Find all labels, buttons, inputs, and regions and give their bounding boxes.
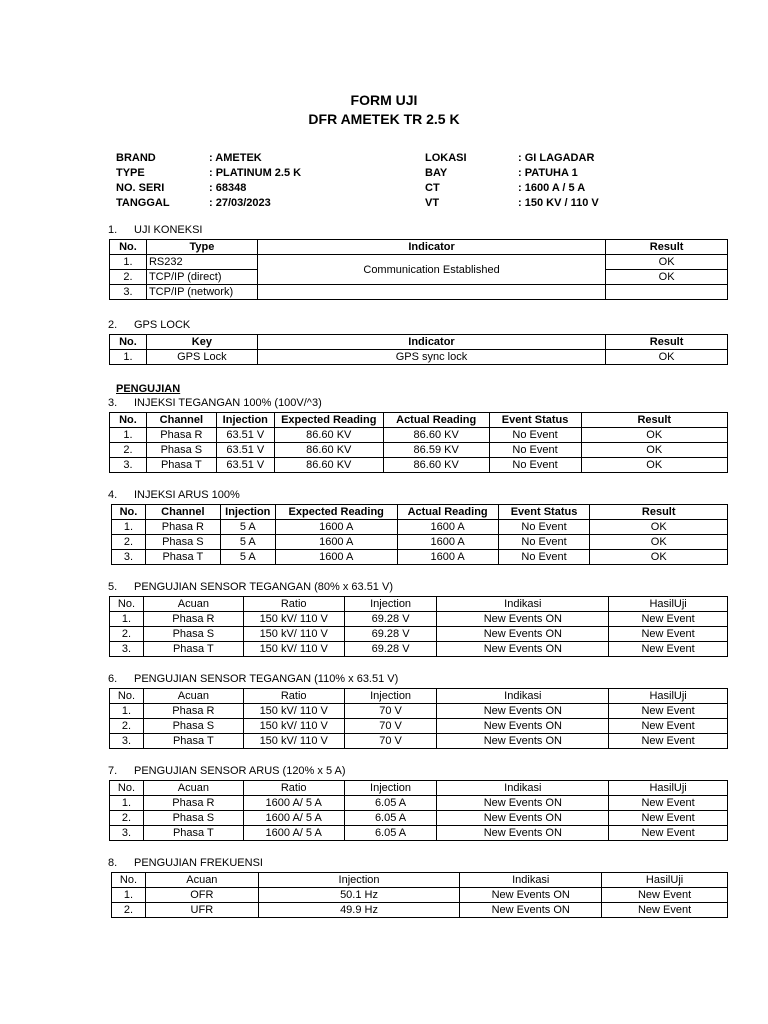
table-header-cell: No. [110, 335, 147, 350]
table-header-cell: HasilUji [609, 597, 728, 612]
table-row [110, 443, 728, 458]
table-row [110, 458, 728, 473]
table-header-cell: Indikasi [460, 873, 602, 888]
table-header-cell: No. [110, 597, 144, 612]
table-cell: New Events ON [460, 888, 602, 903]
table-cell: 5 A [220, 550, 275, 565]
table-cell: 1600 A [275, 520, 397, 535]
table-header-cell: Expected Reading [275, 505, 397, 520]
table-cell: 49.9 Hz [258, 903, 460, 918]
table-header-cell: Actual Reading [383, 413, 489, 428]
table-cell: New Event [609, 826, 728, 841]
table-cell: 2. [110, 270, 147, 285]
table-cell: No Event [489, 428, 581, 443]
table-cell: OK [590, 520, 728, 535]
section-6-table [109, 688, 728, 749]
section-1-heading: 1. UJI KONEKSI [108, 224, 203, 236]
table-header-cell: No. [112, 873, 146, 888]
table-header-cell: Ratio [243, 781, 344, 796]
table-cell: 2. [110, 719, 144, 734]
table-header-cell: Ratio [243, 597, 344, 612]
table-row [110, 734, 728, 749]
table-header-cell: Injection [258, 873, 460, 888]
table-cell: OK [581, 458, 728, 473]
info-label: BRAND [116, 152, 156, 164]
table-header-cell: Type [146, 240, 257, 255]
table-cell: 5 A [220, 535, 275, 550]
table-row [110, 428, 728, 443]
table-cell: No Event [498, 550, 590, 565]
table-row [110, 811, 728, 826]
table-cell: No Event [498, 520, 590, 535]
table-header-cell: Channel [146, 413, 216, 428]
table-header-cell: Channel [145, 505, 220, 520]
section-4-heading: 4. INJEKSI ARUS 100% [108, 489, 240, 501]
table-header-cell: HasilUji [609, 781, 728, 796]
table-row [110, 704, 728, 719]
table-header-cell: Result [590, 505, 728, 520]
table-cell: 70 V [344, 734, 437, 749]
table-header-cell: HasilUji [609, 689, 728, 704]
table-header-cell: Key [146, 335, 257, 350]
table-cell: 3. [110, 642, 144, 657]
table-header-cell: Result [581, 413, 728, 428]
table-cell: Phasa S [145, 535, 220, 550]
table-cell: 70 V [344, 719, 437, 734]
table-cell: New Event [609, 627, 728, 642]
table-header-cell: Indicator [257, 240, 605, 255]
table-cell: 3. [110, 285, 147, 300]
info-value: : PATUHA 1 [518, 167, 578, 179]
table-cell: 3. [112, 550, 146, 565]
table-cell: OK [606, 255, 728, 270]
table-cell: 150 kV/ 110 V [243, 642, 344, 657]
table-cell: 1600 A [397, 520, 498, 535]
table-cell: 3. [110, 734, 144, 749]
table-cell: New Event [609, 704, 728, 719]
table-cell: OK [581, 428, 728, 443]
table-cell: 2. [112, 903, 146, 918]
info-label: BAY [425, 167, 448, 179]
table-cell: New Event [609, 612, 728, 627]
info-label: TANGGAL [116, 197, 170, 209]
table-cell: 1600 A/ 5 A [243, 826, 344, 841]
table-cell: UFR [145, 903, 258, 918]
table-cell: 86.60 KV [383, 428, 489, 443]
table-row [110, 796, 728, 811]
section-3-heading: 3. INJEKSI TEGANGAN 100% (100V/^3) [108, 397, 322, 409]
table-cell: Phasa R [145, 520, 220, 535]
table-cell: New Events ON [437, 796, 609, 811]
table-cell: New Events ON [437, 811, 609, 826]
table-cell: 2. [110, 811, 144, 826]
table-header-cell: Expected Reading [274, 413, 383, 428]
table-header-cell: Injection [344, 597, 437, 612]
table-cell: New Event [602, 888, 728, 903]
table-cell: 1. [110, 350, 147, 365]
table-cell: 1600 A [397, 535, 498, 550]
form-title: FORM UJI [350, 92, 418, 108]
table-cell: OK [590, 550, 728, 565]
indicator-cell: Communication Established [257, 255, 605, 285]
table-cell: 1. [110, 428, 147, 443]
table-cell: GPS sync lock [257, 350, 605, 365]
section-6-heading: 6. PENGUJIAN SENSOR TEGANGAN (110% x 63.51 V) [108, 673, 399, 685]
table-cell: Phasa S [143, 627, 243, 642]
info-block [116, 151, 599, 211]
table-row [110, 642, 728, 657]
table-cell: 6.05 A [344, 826, 437, 841]
table-cell: RS232 [146, 255, 257, 270]
table-cell: 86.59 KV [383, 443, 489, 458]
table-cell: Phasa T [143, 734, 243, 749]
table-header-cell: Indicator [257, 335, 605, 350]
table-cell: No Event [498, 535, 590, 550]
table-cell: OFR [145, 888, 258, 903]
table-cell: TCP/IP (network) [146, 285, 257, 300]
table-row [110, 826, 728, 841]
table-cell: Phasa T [145, 550, 220, 565]
info-value: : 27/03/2023 [209, 197, 271, 209]
table-cell: New Events ON [437, 719, 609, 734]
table-header-cell: Event Status [489, 413, 581, 428]
info-value: : 68348 [209, 182, 247, 194]
table-header-cell: Indikasi [437, 689, 609, 704]
table-header-cell: No. [110, 689, 144, 704]
table-cell: 63.51 V [216, 458, 274, 473]
table-cell: Phasa S [146, 443, 216, 458]
table-cell: Phasa T [143, 826, 243, 841]
table-cell: 1600 A/ 5 A [243, 796, 344, 811]
pengujian-heading: PENGUJIAN [116, 383, 181, 395]
table-cell [257, 285, 605, 300]
table-cell: OK [590, 535, 728, 550]
table-cell: New Events ON [437, 627, 609, 642]
table-cell: 150 kV/ 110 V [243, 719, 344, 734]
table-cell: 63.51 V [216, 428, 274, 443]
table-row [112, 520, 728, 535]
table-cell: 150 kV/ 110 V [243, 704, 344, 719]
table-cell: New Events ON [437, 734, 609, 749]
table-cell: 1. [110, 704, 144, 719]
section-8-table [111, 872, 728, 918]
table-cell: 150 kV/ 110 V [243, 612, 344, 627]
table-cell: No Event [489, 458, 581, 473]
table-cell: 1600 A/ 5 A [243, 811, 344, 826]
table-header-cell: HasilUji [602, 873, 728, 888]
table-cell: OK [606, 350, 728, 365]
table-row [110, 719, 728, 734]
section-2-heading: 2. GPS LOCK [108, 319, 191, 331]
table-cell: 2. [110, 627, 144, 642]
table-cell: 86.60 KV [274, 428, 383, 443]
table-cell: 63.51 V [216, 443, 274, 458]
table-cell: OK [581, 443, 728, 458]
table-cell: 2. [112, 535, 146, 550]
table-cell: TCP/IP (direct) [146, 270, 257, 285]
table-cell: New Events ON [437, 826, 609, 841]
info-value: : GI LAGADAR [518, 152, 595, 164]
section-5-heading: 5. PENGUJIAN SENSOR TEGANGAN (80% x 63.51 V) [108, 581, 393, 593]
info-label: CT [425, 182, 440, 194]
info-value: : 150 KV / 110 V [518, 197, 599, 209]
table-header-cell: No. [110, 413, 147, 428]
table-cell: 86.60 KV [274, 443, 383, 458]
table-cell: 69.28 V [344, 627, 437, 642]
table-cell [606, 285, 728, 300]
table-cell: New Event [609, 811, 728, 826]
table-cell: 1600 A [275, 535, 397, 550]
table-cell: 86.60 KV [274, 458, 383, 473]
table-row [110, 612, 728, 627]
table-cell: 3. [110, 826, 144, 841]
table-cell: 1. [110, 612, 144, 627]
table-cell: 6.05 A [344, 796, 437, 811]
table-cell: New Event [609, 719, 728, 734]
info-value: : 1600 A / 5 A [518, 182, 586, 194]
table-header-cell: Result [606, 335, 728, 350]
section-8-heading: 8. PENGUJIAN FREKUENSI [108, 857, 263, 869]
table-cell: Phasa R [146, 428, 216, 443]
table-cell: 69.28 V [344, 612, 437, 627]
table-cell: New Event [609, 796, 728, 811]
table-row [112, 535, 728, 550]
form-subtitle: DFR AMETEK TR 2.5 K [308, 111, 460, 127]
table-header-cell: Result [606, 240, 728, 255]
table-cell: New Events ON [460, 903, 602, 918]
table-cell: 2. [110, 443, 147, 458]
table-cell: 1. [112, 520, 146, 535]
table-cell: 69.28 V [344, 642, 437, 657]
table-header-cell: No. [110, 240, 147, 255]
section-2-table [109, 334, 728, 365]
section-3-table [109, 412, 728, 473]
info-label: VT [425, 197, 440, 209]
table-row [112, 888, 728, 903]
table-cell: 86.60 KV [383, 458, 489, 473]
section-5-table [109, 596, 728, 657]
info-label: TYPE [116, 167, 145, 179]
table-cell: Phasa T [146, 458, 216, 473]
table-header-cell: Acuan [143, 597, 243, 612]
table-cell: 1. [110, 255, 147, 270]
table-header-cell: No. [112, 505, 146, 520]
table-row [110, 627, 728, 642]
table-cell: Phasa R [143, 796, 243, 811]
table-cell: New Event [609, 734, 728, 749]
table-cell: 50.1 Hz [258, 888, 460, 903]
table-cell: Phasa S [143, 719, 243, 734]
info-value: : PLATINUM 2.5 K [209, 167, 302, 179]
table-header-cell: No. [110, 781, 144, 796]
table-cell: 6.05 A [344, 811, 437, 826]
table-cell: New Events ON [437, 642, 609, 657]
table-header-cell: Indikasi [437, 597, 609, 612]
table-header-cell: Injection [220, 505, 275, 520]
table-cell: 150 kV/ 110 V [243, 734, 344, 749]
table-row [110, 350, 728, 365]
table-cell: Phasa S [143, 811, 243, 826]
table-row [110, 255, 728, 270]
table-cell: 150 kV/ 110 V [243, 627, 344, 642]
table-header-cell: Event Status [498, 505, 590, 520]
table-header-cell: Acuan [143, 781, 243, 796]
table-cell: New Event [609, 642, 728, 657]
table-header-cell: Ratio [243, 689, 344, 704]
table-row [112, 903, 728, 918]
info-value: : AMETEK [209, 152, 262, 164]
section-1-table [109, 239, 728, 300]
table-cell: Phasa R [143, 704, 243, 719]
table-cell: 5 A [220, 520, 275, 535]
table-cell: New Events ON [437, 612, 609, 627]
table-cell: GPS Lock [146, 350, 257, 365]
table-cell: 1. [112, 888, 146, 903]
table-cell: Phasa T [143, 642, 243, 657]
table-cell: 1. [110, 796, 144, 811]
section-7-heading: 7. PENGUJIAN SENSOR ARUS (120% x 5 A) [108, 765, 346, 777]
table-cell: OK [606, 270, 728, 285]
table-cell: New Event [602, 903, 728, 918]
section-4-table [111, 504, 728, 565]
table-cell: 3. [110, 458, 147, 473]
table-cell: New Events ON [437, 704, 609, 719]
table-row [112, 550, 728, 565]
table-cell: 1600 A [275, 550, 397, 565]
table-header-cell: Acuan [145, 873, 258, 888]
table-cell: 70 V [344, 704, 437, 719]
table-header-cell: Actual Reading [397, 505, 498, 520]
table-header-cell: Acuan [143, 689, 243, 704]
info-label: NO. SERI [116, 182, 165, 194]
table-cell: 1600 A [397, 550, 498, 565]
table-cell: Phasa R [143, 612, 243, 627]
table-row [110, 285, 728, 300]
section-7-table [109, 780, 728, 841]
info-label: LOKASI [425, 152, 467, 164]
table-header-cell: Injection [344, 689, 437, 704]
table-header-cell: Injection [344, 781, 437, 796]
table-header-cell: Indikasi [437, 781, 609, 796]
table-header-cell: Injection [216, 413, 274, 428]
table-cell: No Event [489, 443, 581, 458]
